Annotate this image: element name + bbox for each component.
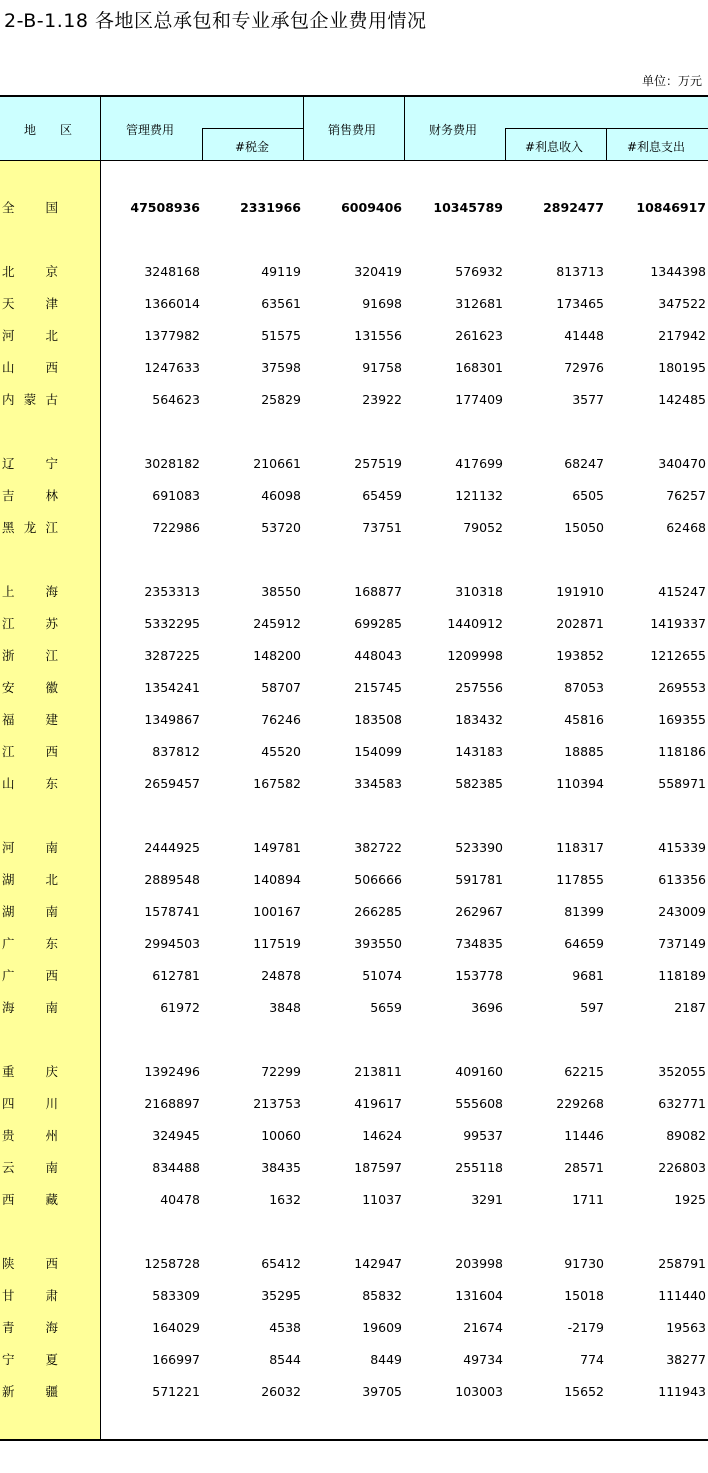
value-cell: 187597 bbox=[354, 1160, 402, 1175]
region-name: 广 东 bbox=[2, 936, 58, 951]
table-row bbox=[0, 320, 708, 352]
value-cell: 118186 bbox=[658, 744, 706, 759]
value-cell: 167582 bbox=[253, 776, 301, 791]
table-row bbox=[0, 1056, 708, 1088]
value-cell: 149781 bbox=[253, 840, 301, 855]
value-cell: 35295 bbox=[261, 1288, 301, 1303]
value-cell: 1247633 bbox=[144, 360, 200, 375]
table-row bbox=[0, 608, 708, 640]
value-cell: 5332295 bbox=[144, 616, 200, 631]
table-row bbox=[0, 736, 708, 768]
value-cell: 76257 bbox=[666, 488, 706, 503]
value-cell: 131556 bbox=[354, 328, 402, 343]
table-row bbox=[0, 480, 708, 512]
value-cell: 143183 bbox=[455, 744, 503, 759]
table-row bbox=[0, 1120, 708, 1152]
value-cell: 62468 bbox=[666, 520, 706, 535]
value-cell: 180195 bbox=[658, 360, 706, 375]
value-cell: 226803 bbox=[658, 1160, 706, 1175]
region-name: 全 国 bbox=[2, 200, 58, 215]
value-cell: 103003 bbox=[455, 1384, 503, 1399]
value-cell: 734835 bbox=[455, 936, 503, 951]
value-cell: 417699 bbox=[455, 456, 503, 471]
table-title: 2-B-1.18 各地区总承包和专业承包企业费用情况 bbox=[4, 10, 427, 32]
value-cell: 168877 bbox=[354, 584, 402, 599]
table-row bbox=[0, 928, 708, 960]
value-cell: 183432 bbox=[455, 712, 503, 727]
value-cell: 312681 bbox=[455, 296, 503, 311]
value-cell: 51074 bbox=[362, 968, 402, 983]
value-cell: 564623 bbox=[152, 392, 200, 407]
value-cell: 89082 bbox=[666, 1128, 706, 1143]
value-cell: 11037 bbox=[362, 1192, 402, 1207]
value-cell: 65412 bbox=[261, 1256, 301, 1271]
value-cell: 148200 bbox=[253, 648, 301, 663]
value-cell: 11446 bbox=[564, 1128, 604, 1143]
value-cell: 142485 bbox=[658, 392, 706, 407]
region-name: 湖 北 bbox=[2, 872, 58, 887]
value-cell: 699285 bbox=[354, 616, 402, 631]
region-name: 安 徽 bbox=[2, 680, 58, 695]
value-cell: 191910 bbox=[556, 584, 604, 599]
value-cell: 215745 bbox=[354, 680, 402, 695]
table-bottom-rule bbox=[0, 1439, 708, 1441]
value-cell: 37598 bbox=[261, 360, 301, 375]
header-mgmt: 管理费用 bbox=[126, 123, 175, 137]
value-cell: 262967 bbox=[455, 904, 503, 919]
value-cell: 3848 bbox=[269, 1000, 301, 1015]
value-cell: 25829 bbox=[261, 392, 301, 407]
value-cell: 1354241 bbox=[144, 680, 200, 695]
value-cell: 38435 bbox=[261, 1160, 301, 1175]
value-cell: 1711 bbox=[572, 1192, 604, 1207]
value-cell: 166997 bbox=[152, 1352, 200, 1367]
value-cell: 110394 bbox=[556, 776, 604, 791]
value-cell: 10060 bbox=[261, 1128, 301, 1143]
value-cell: 837812 bbox=[152, 744, 200, 759]
value-cell: 269553 bbox=[658, 680, 706, 695]
table-row bbox=[0, 832, 708, 864]
value-cell: 8544 bbox=[269, 1352, 301, 1367]
table-row bbox=[0, 1376, 708, 1408]
value-cell: 91698 bbox=[362, 296, 402, 311]
header-top-rule bbox=[0, 95, 708, 97]
value-cell: 632771 bbox=[658, 1096, 706, 1111]
value-cell: 1578741 bbox=[144, 904, 200, 919]
value-cell: 613356 bbox=[658, 872, 706, 887]
value-cell: 1212655 bbox=[650, 648, 706, 663]
value-cell: 49734 bbox=[463, 1352, 503, 1367]
table-row bbox=[0, 1152, 708, 1184]
value-cell: 258791 bbox=[658, 1256, 706, 1271]
table-row bbox=[0, 576, 708, 608]
table-row bbox=[0, 256, 708, 288]
value-cell: 19563 bbox=[666, 1320, 706, 1335]
value-cell: 813713 bbox=[556, 264, 604, 279]
value-cell: 612781 bbox=[152, 968, 200, 983]
value-cell: 1419337 bbox=[650, 616, 706, 631]
value-cell: 4538 bbox=[269, 1320, 301, 1335]
table-row bbox=[0, 864, 708, 896]
unit-label: 单位：万元 bbox=[641, 74, 702, 88]
value-cell: 555608 bbox=[455, 1096, 503, 1111]
value-cell: 19609 bbox=[362, 1320, 402, 1335]
value-cell: 121132 bbox=[455, 488, 503, 503]
value-cell: 409160 bbox=[455, 1064, 503, 1079]
header-subrule-tax bbox=[202, 128, 303, 129]
value-cell: 203998 bbox=[455, 1256, 503, 1271]
value-cell: 15652 bbox=[564, 1384, 604, 1399]
value-cell: 1440912 bbox=[447, 616, 503, 631]
value-cell: 2659457 bbox=[144, 776, 200, 791]
value-cell: 87053 bbox=[564, 680, 604, 695]
value-cell: 448043 bbox=[354, 648, 402, 663]
value-cell: 73751 bbox=[362, 520, 402, 535]
value-cell: 62215 bbox=[564, 1064, 604, 1079]
value-cell: 14624 bbox=[362, 1128, 402, 1143]
table-row bbox=[0, 768, 708, 800]
value-cell: 243009 bbox=[658, 904, 706, 919]
value-cell: 3287225 bbox=[144, 648, 200, 663]
value-cell: 53720 bbox=[261, 520, 301, 535]
region-name: 吉 林 bbox=[2, 488, 58, 503]
value-cell: 118189 bbox=[658, 968, 706, 983]
region-name: 江 西 bbox=[2, 744, 58, 759]
region-name: 宁 夏 bbox=[2, 1352, 58, 1367]
value-cell: 266285 bbox=[354, 904, 402, 919]
region-name: 西 藏 bbox=[2, 1192, 58, 1207]
table-row bbox=[0, 512, 708, 544]
value-cell: 45816 bbox=[564, 712, 604, 727]
value-cell: 117519 bbox=[253, 936, 301, 951]
table-row bbox=[0, 672, 708, 704]
value-cell: 23922 bbox=[362, 392, 402, 407]
region-name: 甘 肃 bbox=[2, 1288, 58, 1303]
value-cell: 168301 bbox=[455, 360, 503, 375]
region-name: 广 西 bbox=[2, 968, 58, 983]
value-cell: 352055 bbox=[658, 1064, 706, 1079]
region-name: 北 京 bbox=[2, 264, 58, 279]
value-cell: 142947 bbox=[354, 1256, 402, 1271]
value-cell: 46098 bbox=[261, 488, 301, 503]
value-cell: 10345789 bbox=[433, 200, 503, 215]
value-cell: 3291 bbox=[471, 1192, 503, 1207]
value-cell: 583309 bbox=[152, 1288, 200, 1303]
value-cell: 5659 bbox=[370, 1000, 402, 1015]
value-cell: 213811 bbox=[354, 1064, 402, 1079]
region-name: 内 蒙 古 bbox=[2, 392, 58, 407]
value-cell: 415339 bbox=[658, 840, 706, 855]
value-cell: 591781 bbox=[455, 872, 503, 887]
value-cell: 737149 bbox=[658, 936, 706, 951]
value-cell: 3696 bbox=[471, 1000, 503, 1015]
value-cell: 347522 bbox=[658, 296, 706, 311]
value-cell: 154099 bbox=[354, 744, 402, 759]
value-cell: 111943 bbox=[658, 1384, 706, 1399]
value-cell: 257519 bbox=[354, 456, 402, 471]
value-cell: 310318 bbox=[455, 584, 503, 599]
value-cell: 68247 bbox=[564, 456, 604, 471]
table-row bbox=[0, 640, 708, 672]
region-name: 江 苏 bbox=[2, 616, 58, 631]
value-cell: 164029 bbox=[152, 1320, 200, 1335]
value-cell: 419617 bbox=[354, 1096, 402, 1111]
value-cell: 2892477 bbox=[543, 200, 604, 215]
value-cell: 3028182 bbox=[144, 456, 200, 471]
region-name: 山 东 bbox=[2, 776, 58, 791]
value-cell: 118317 bbox=[556, 840, 604, 855]
value-cell: 81399 bbox=[564, 904, 604, 919]
col-divider bbox=[606, 128, 607, 160]
table-row bbox=[0, 288, 708, 320]
region-name: 天 津 bbox=[2, 296, 58, 311]
value-cell: 597 bbox=[580, 1000, 604, 1015]
value-cell: 245912 bbox=[253, 616, 301, 631]
value-cell: 382722 bbox=[354, 840, 402, 855]
col-divider bbox=[202, 128, 203, 160]
col-divider bbox=[505, 128, 506, 160]
value-cell: 111440 bbox=[658, 1288, 706, 1303]
value-cell: 61972 bbox=[160, 1000, 200, 1015]
value-cell: 229268 bbox=[556, 1096, 604, 1111]
value-cell: 523390 bbox=[455, 840, 503, 855]
header-interest-income: #利息收入 bbox=[525, 140, 584, 154]
table-row bbox=[0, 960, 708, 992]
value-cell: 91730 bbox=[564, 1256, 604, 1271]
value-cell: 140894 bbox=[253, 872, 301, 887]
value-cell: 15050 bbox=[564, 520, 604, 535]
value-cell: 183508 bbox=[354, 712, 402, 727]
region-name: 山 西 bbox=[2, 360, 58, 375]
value-cell: 85832 bbox=[362, 1288, 402, 1303]
value-cell: 558971 bbox=[658, 776, 706, 791]
value-cell: 10846917 bbox=[636, 200, 706, 215]
value-cell: 320419 bbox=[354, 264, 402, 279]
value-cell: 213753 bbox=[253, 1096, 301, 1111]
national-total-row bbox=[0, 192, 708, 224]
table-row bbox=[0, 384, 708, 416]
value-cell: 58707 bbox=[261, 680, 301, 695]
value-cell: 64659 bbox=[564, 936, 604, 951]
header-bottom-rule bbox=[0, 160, 708, 161]
region-name: 贵 州 bbox=[2, 1128, 58, 1143]
value-cell: 691083 bbox=[152, 488, 200, 503]
table-row bbox=[0, 448, 708, 480]
value-cell: -2179 bbox=[567, 1320, 604, 1335]
value-cell: 91758 bbox=[362, 360, 402, 375]
value-cell: 834488 bbox=[152, 1160, 200, 1175]
value-cell: 177409 bbox=[455, 392, 503, 407]
value-cell: 261623 bbox=[455, 328, 503, 343]
value-cell: 117855 bbox=[556, 872, 604, 887]
value-cell: 2187 bbox=[674, 1000, 706, 1015]
value-cell: 3248168 bbox=[144, 264, 200, 279]
value-cell: 6505 bbox=[572, 488, 604, 503]
region-name: 福 建 bbox=[2, 712, 58, 727]
value-cell: 1925 bbox=[674, 1192, 706, 1207]
value-cell: 39705 bbox=[362, 1384, 402, 1399]
value-cell: 582385 bbox=[455, 776, 503, 791]
value-cell: 1392496 bbox=[144, 1064, 200, 1079]
value-cell: 2444925 bbox=[144, 840, 200, 855]
value-cell: 774 bbox=[580, 1352, 604, 1367]
region-name: 新 疆 bbox=[2, 1384, 58, 1399]
value-cell: 210661 bbox=[253, 456, 301, 471]
value-cell: 45520 bbox=[261, 744, 301, 759]
value-cell: 340470 bbox=[658, 456, 706, 471]
value-cell: 169355 bbox=[658, 712, 706, 727]
value-cell: 1349867 bbox=[144, 712, 200, 727]
region-name: 湖 南 bbox=[2, 904, 58, 919]
table-row bbox=[0, 1312, 708, 1344]
value-cell: 9681 bbox=[572, 968, 604, 983]
header-interest-expense: #利息支出 bbox=[627, 140, 686, 154]
region-name: 黑 龙 江 bbox=[2, 520, 58, 535]
value-cell: 41448 bbox=[564, 328, 604, 343]
region-name: 河 南 bbox=[2, 840, 58, 855]
value-cell: 24878 bbox=[261, 968, 301, 983]
table-row bbox=[0, 1344, 708, 1376]
value-cell: 2889548 bbox=[144, 872, 200, 887]
header-region: 地 区 bbox=[24, 123, 73, 137]
value-cell: 38277 bbox=[666, 1352, 706, 1367]
value-cell: 49119 bbox=[261, 264, 301, 279]
value-cell: 153778 bbox=[455, 968, 503, 983]
value-cell: 72976 bbox=[564, 360, 604, 375]
table-row bbox=[0, 1280, 708, 1312]
value-cell: 324945 bbox=[152, 1128, 200, 1143]
value-cell: 173465 bbox=[556, 296, 604, 311]
value-cell: 65459 bbox=[362, 488, 402, 503]
value-cell: 193852 bbox=[556, 648, 604, 663]
value-cell: 576932 bbox=[455, 264, 503, 279]
col-divider bbox=[303, 96, 304, 160]
value-cell: 2353313 bbox=[144, 584, 200, 599]
value-cell: 76246 bbox=[261, 712, 301, 727]
region-name: 辽 宁 bbox=[2, 456, 58, 471]
value-cell: 38550 bbox=[261, 584, 301, 599]
value-cell: 100167 bbox=[253, 904, 301, 919]
value-cell: 2331966 bbox=[240, 200, 301, 215]
region-name: 陕 西 bbox=[2, 1256, 58, 1271]
region-name: 重 庆 bbox=[2, 1064, 58, 1079]
value-cell: 72299 bbox=[261, 1064, 301, 1079]
value-cell: 1258728 bbox=[144, 1256, 200, 1271]
value-cell: 1344398 bbox=[650, 264, 706, 279]
region-name: 四 川 bbox=[2, 1096, 58, 1111]
table-row bbox=[0, 1248, 708, 1280]
value-cell: 51575 bbox=[261, 328, 301, 343]
value-cell: 47508936 bbox=[130, 200, 200, 215]
value-cell: 2994503 bbox=[144, 936, 200, 951]
value-cell: 2168897 bbox=[144, 1096, 200, 1111]
value-cell: 15018 bbox=[564, 1288, 604, 1303]
value-cell: 334583 bbox=[354, 776, 402, 791]
value-cell: 8449 bbox=[370, 1352, 402, 1367]
value-cell: 257556 bbox=[455, 680, 503, 695]
value-cell: 202871 bbox=[556, 616, 604, 631]
value-cell: 131604 bbox=[455, 1288, 503, 1303]
value-cell: 18885 bbox=[564, 744, 604, 759]
value-cell: 506666 bbox=[354, 872, 402, 887]
table-row bbox=[0, 896, 708, 928]
value-cell: 63561 bbox=[261, 296, 301, 311]
value-cell: 255118 bbox=[455, 1160, 503, 1175]
table-row bbox=[0, 704, 708, 736]
region-name: 云 南 bbox=[2, 1160, 58, 1175]
value-cell: 28571 bbox=[564, 1160, 604, 1175]
region-name: 海 南 bbox=[2, 1000, 58, 1015]
value-cell: 79052 bbox=[463, 520, 503, 535]
header-sales: 销售费用 bbox=[328, 123, 377, 137]
header-tax: #税金 bbox=[235, 140, 270, 154]
value-cell: 21674 bbox=[463, 1320, 503, 1335]
value-cell: 393550 bbox=[354, 936, 402, 951]
table-row bbox=[0, 1184, 708, 1216]
value-cell: 1377982 bbox=[144, 328, 200, 343]
region-name: 河 北 bbox=[2, 328, 58, 343]
table-row bbox=[0, 352, 708, 384]
value-cell: 3577 bbox=[572, 392, 604, 407]
value-cell: 6009406 bbox=[341, 200, 402, 215]
value-cell: 40478 bbox=[160, 1192, 200, 1207]
value-cell: 1366014 bbox=[144, 296, 200, 311]
value-cell: 26032 bbox=[261, 1384, 301, 1399]
header-finance: 财务费用 bbox=[429, 123, 478, 137]
value-cell: 217942 bbox=[658, 328, 706, 343]
value-cell: 1632 bbox=[269, 1192, 301, 1207]
region-name: 上 海 bbox=[2, 584, 58, 599]
value-cell: 99537 bbox=[463, 1128, 503, 1143]
value-cell: 722986 bbox=[152, 520, 200, 535]
col-divider bbox=[404, 96, 405, 160]
region-name: 青 海 bbox=[2, 1320, 58, 1335]
table-row bbox=[0, 1088, 708, 1120]
table-row bbox=[0, 992, 708, 1024]
value-cell: 415247 bbox=[658, 584, 706, 599]
value-cell: 571221 bbox=[152, 1384, 200, 1399]
value-cell: 1209998 bbox=[447, 648, 503, 663]
region-name: 浙 江 bbox=[2, 648, 58, 663]
